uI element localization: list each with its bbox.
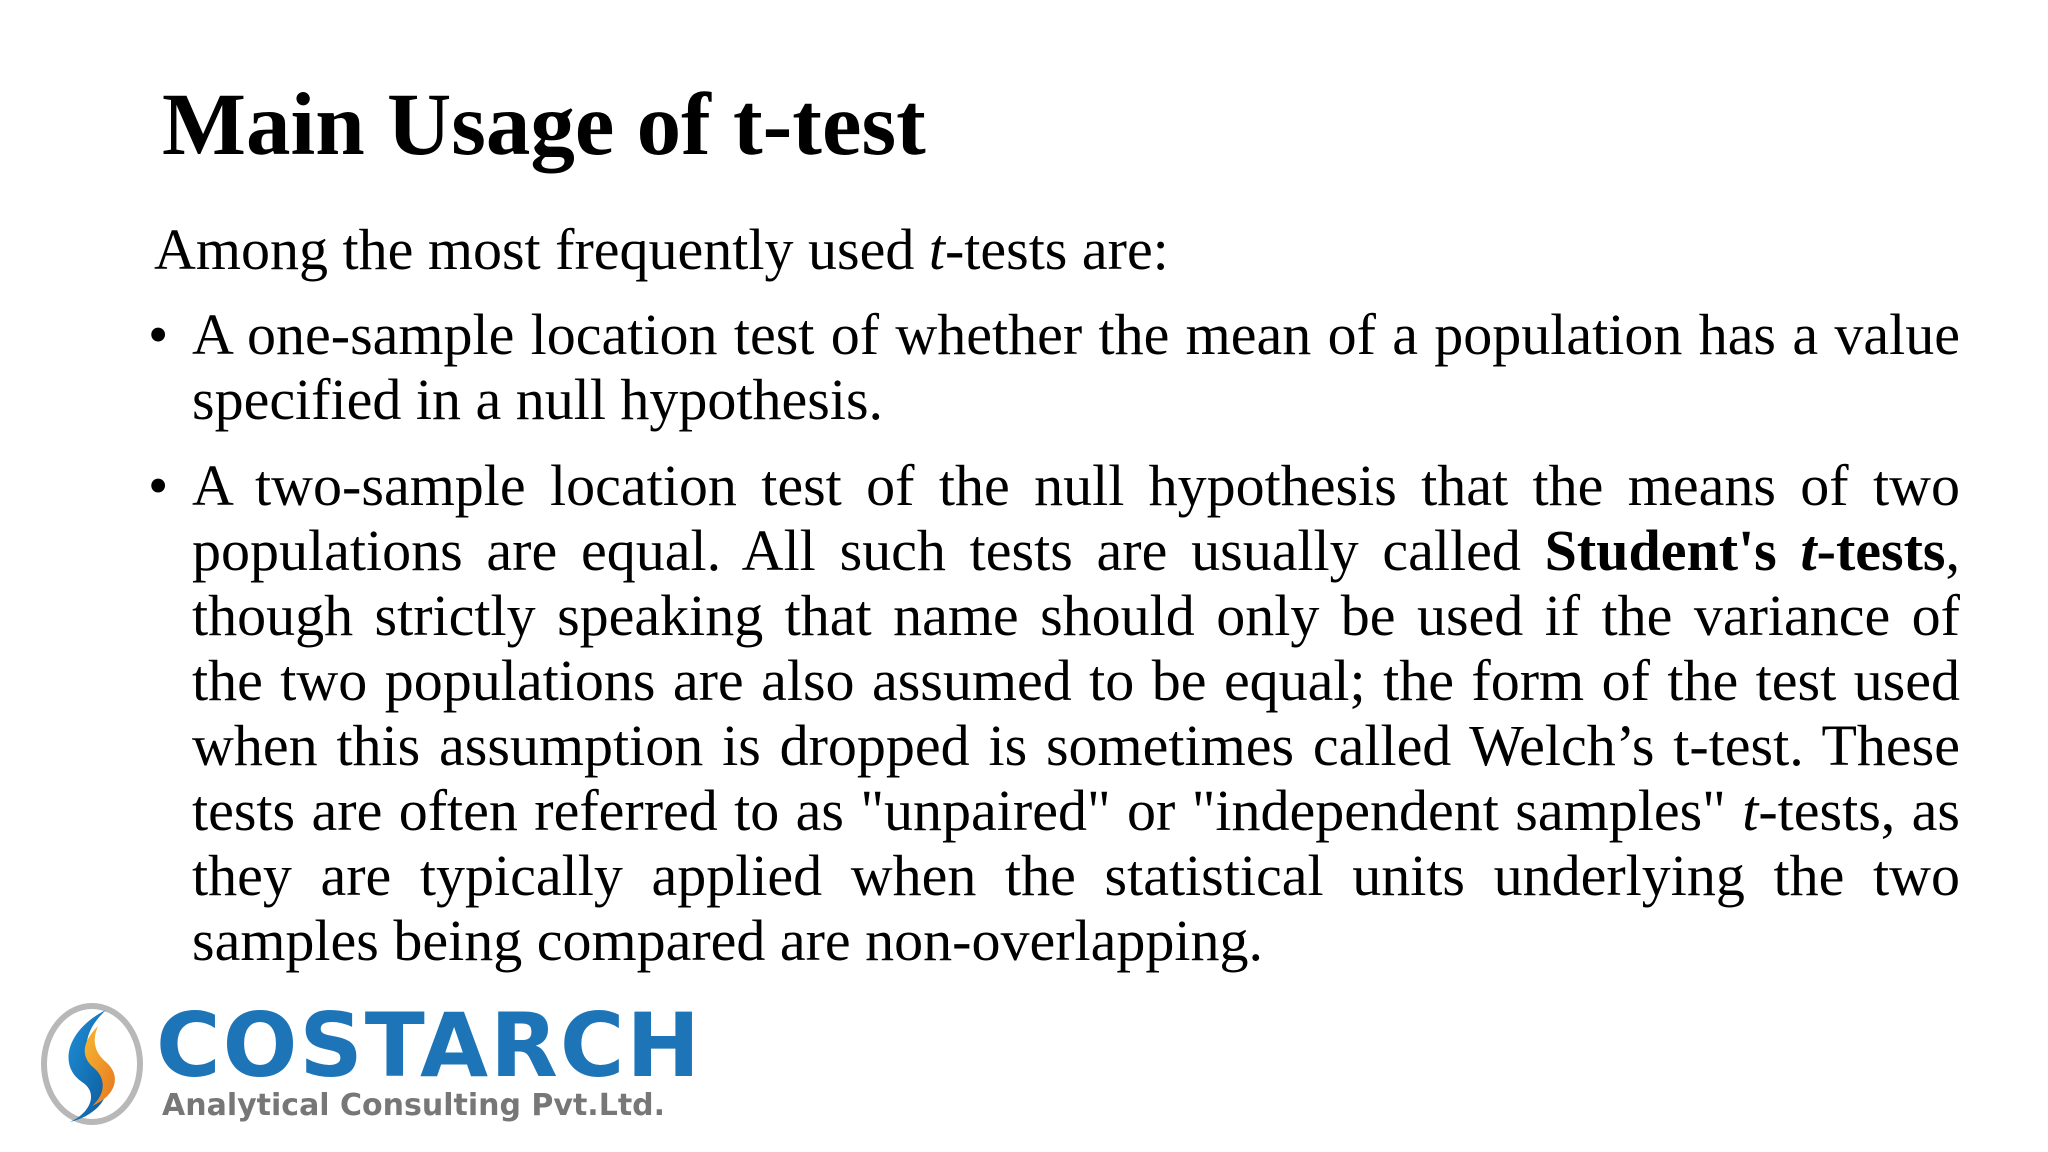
costarch-logo [36, 994, 703, 1136]
bullet-one-sample [148, 302, 1960, 432]
bullet-two-sample-part3: -tests, as they are typically applied when the statistical units underlying the two samples being compared are non-overlapping. [192, 778, 1960, 973]
bullet-dot: • [148, 453, 169, 518]
students-bold: Student's [1544, 518, 1801, 583]
logo-tagline: Analytical Consulting Pvt.Ltd. [162, 1088, 666, 1123]
students-bold-italic-t: t [1800, 518, 1817, 583]
intro-text [154, 218, 1169, 282]
bullet-two-sample [148, 453, 1960, 973]
samples-italic-t: t [1742, 778, 1759, 843]
bullet-two-sample-part2: , though strictly speaking that name should only be used if the variance of the two populations are also assumed to be equal; the form of the test used when this assumption is dropped is sometimes called Welch’s t-test. These tests are often referred to as "unpaired" or "independent samples" [192, 518, 1960, 843]
bullet-two-sample-part1: A two-sample location test of the null hypothesis that the means of two populations are equal. All such tests are usually called [192, 453, 1960, 583]
logo-name: COSTARCH [156, 994, 703, 1097]
intro-before: Among the most frequently used [154, 217, 929, 282]
bullet-dot: • [148, 302, 169, 367]
intro-italic-t: t [928, 217, 945, 282]
bullet-one-sample-text: A one-sample location test of whether the mean of a population has a value specified in a null hypothesis. [192, 302, 1960, 432]
slide-title: Main Usage of t-test [162, 76, 926, 174]
students-bold-tests: -tests [1816, 518, 1946, 583]
costarch-swirl-logo-icon [36, 996, 154, 1132]
students-t-tests-term [1545, 518, 1946, 583]
bullet-list [148, 302, 1960, 973]
intro-after: -tests are: [944, 217, 1169, 282]
